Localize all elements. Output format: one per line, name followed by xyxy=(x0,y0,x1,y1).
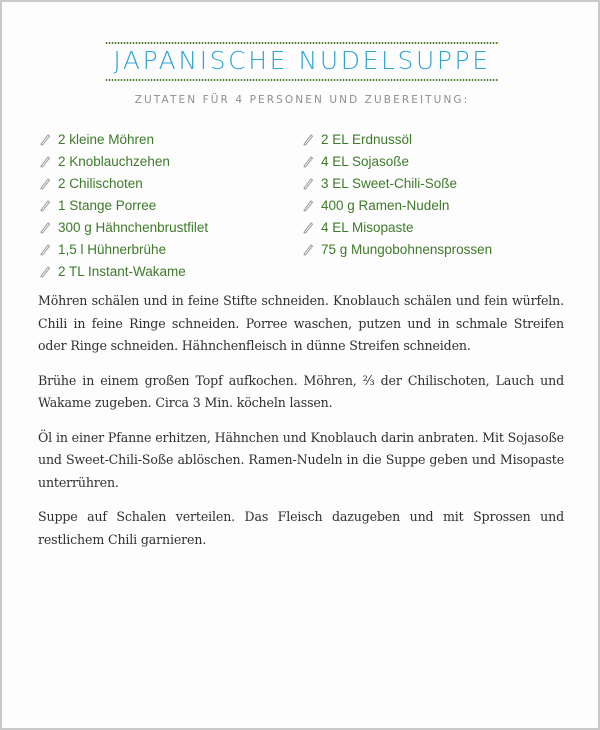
pencil-icon xyxy=(38,242,52,256)
ingredient-item xyxy=(38,150,301,172)
pencil-icon xyxy=(301,198,315,212)
ingredient-item xyxy=(301,172,492,194)
pencil-icon xyxy=(301,154,315,168)
ingredients-column-left xyxy=(38,128,301,282)
ingredient-text: 4 EL Sojasoße xyxy=(321,153,410,169)
pencil-icon xyxy=(301,220,315,234)
ingredient-item xyxy=(301,216,492,238)
pencil-icon xyxy=(38,154,52,168)
step-paragraph: Brühe in einem großen Topf aufkochen. Möhren, ²⁄₃ der Chilischoten, Lauch und Wakame zugeben. Circa 3 Min. köcheln lassen. xyxy=(38,372,564,410)
ingredient-text: 1 Stange Porree xyxy=(58,197,157,213)
ingredient-item xyxy=(38,128,301,150)
ingredient-item xyxy=(301,194,492,216)
ingredient-text: 2 kleine Möhren xyxy=(58,131,155,147)
ingredient-item xyxy=(38,194,301,216)
pencil-icon xyxy=(38,176,52,190)
ingredient-text: 3 EL Sweet-Chili-Soße xyxy=(321,175,458,191)
pencil-icon xyxy=(38,220,52,234)
preparation-steps xyxy=(38,290,564,563)
dotted-divider-bottom xyxy=(105,79,499,81)
ingredient-text: 400 g Ramen-Nudeln xyxy=(321,197,450,213)
pencil-icon xyxy=(301,176,315,190)
ingredients-column-right xyxy=(301,128,492,282)
ingredient-item xyxy=(301,128,492,150)
ingredient-item xyxy=(38,238,301,260)
ingredient-text: 300 g Hähnchenbrustfilet xyxy=(58,219,209,235)
ingredient-text: 1,5 l Hühnerbrühe xyxy=(58,241,167,257)
recipe-subtitle: ZUTATEN FÜR 4 PERSONEN UND ZUBEREITUNG: xyxy=(134,94,470,106)
step-paragraph: Suppe auf Schalen verteilen. Das Fleisch dazugeben und mit Sprossen und restlichem Chili garnieren. xyxy=(38,509,564,547)
pencil-icon xyxy=(38,264,52,278)
pencil-icon xyxy=(38,132,52,146)
ingredient-text: 75 g Mungobohnensprossen xyxy=(321,241,493,257)
ingredient-item xyxy=(38,216,301,238)
step-paragraph: Öl in einer Pfanne erhitzen, Hähnchen und Knoblauch darin anbraten. Mit Sojasoße und Sweet-Chili-Soße ablöschen. Ramen-Nudeln in die Suppe geben und Misopaste unterrühren. xyxy=(38,429,564,490)
ingredient-text: 2 Chilischoten xyxy=(58,175,143,191)
ingredient-text: 2 TL Instant-Wakame xyxy=(58,263,186,279)
pencil-icon xyxy=(301,132,315,146)
recipe-title: JAPANISCHE NUDELSUPPE xyxy=(113,46,491,75)
title-block xyxy=(105,42,499,81)
ingredient-item xyxy=(38,172,301,194)
ingredient-item xyxy=(301,238,492,260)
ingredient-text: 2 EL Erdnussöl xyxy=(321,131,413,147)
step-paragraph: Möhren schälen und in feine Stifte schneiden. Knoblauch schälen und fein würfeln. Chili in feine Ringe schneiden. Porree waschen, putzen und in schmale Streifen oder Ringe schneiden. Hähnchenfleisch in dünne Streifen schneiden. xyxy=(38,293,564,353)
ingredient-item xyxy=(38,260,301,282)
ingredients-list xyxy=(38,128,492,282)
pencil-icon xyxy=(38,198,52,212)
ingredient-text: 2 Knoblauchzehen xyxy=(58,153,170,169)
pencil-icon xyxy=(301,242,315,256)
ingredient-item xyxy=(301,150,492,172)
ingredient-text: 4 EL Misopaste xyxy=(321,219,414,235)
